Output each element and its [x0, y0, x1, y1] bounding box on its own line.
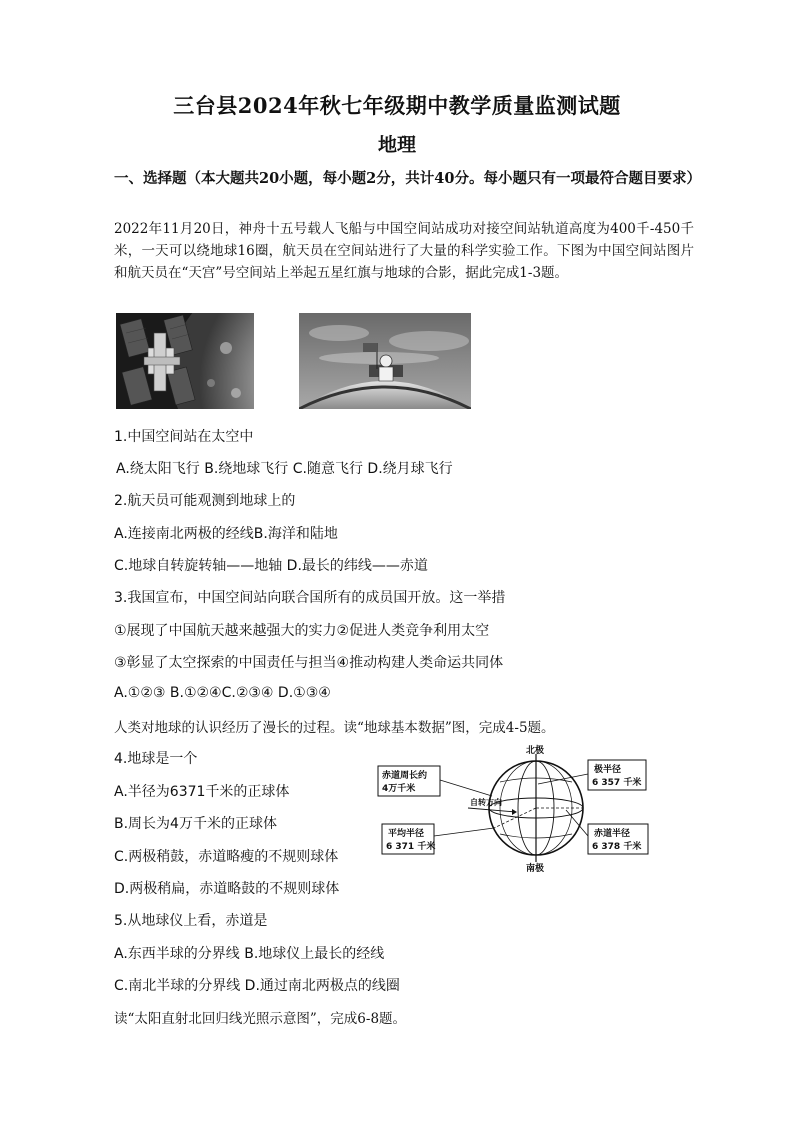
- question-3-statements-line1: ①展现了中国航天越来越强大的实力②促进人类竞争利用太空: [114, 623, 490, 639]
- intro-paragraph: 2022年11月20日，神舟十五号载人飞船与中国空间站成功对接空间站轨道高度为400千-450千米，一天可以绕地球16圈，航天员在空间站进行了大量的科学实验工作。下图为中国空间站图片和航天员在“天宫”号空间站上举起五星红旗与地球的合影，据此完成1-3题。: [114, 221, 694, 281]
- question-5-stem: 5.从地球仪上看，赤道是: [114, 913, 268, 929]
- page-title: 三台县2024年秋七年级期中教学质量监测试题: [173, 93, 621, 118]
- north-pole-label: 北极: [526, 746, 545, 756]
- polar-radius-value: 6 357 千米: [592, 778, 642, 788]
- question-4-option-d: D.两极稍扁，赤道略鼓的不规则球体: [114, 881, 340, 897]
- rotation-direction-label: 自转方向: [470, 798, 502, 807]
- question-2-options-line2: C.地球自转旋转轴——地轴 D.最长的纬线——赤道: [114, 558, 428, 574]
- earth-data-diagram: [376, 744, 652, 872]
- globe: [489, 754, 583, 862]
- question-5-options-line1: A.东西半球的分界线 B.地球仪上最长的经线: [114, 946, 385, 962]
- equator-length-value: 4万千米: [382, 784, 416, 794]
- question-4-option-c: C.两极稍鼓，赤道略瘦的不规则球体: [114, 849, 339, 865]
- polar-radius-label: 极半径: [594, 765, 622, 775]
- question-4-option-b: B.周长为4万千米的正球体: [114, 816, 277, 832]
- question-2-stem: 2.航天员可能观测到地球上的: [114, 493, 296, 509]
- question-1-options: A.绕太阳飞行 B.绕地球飞行 C.随意飞行 D.绕月球飞行: [116, 461, 453, 477]
- question-2-options-line1: A.连接南北两极的经线B.海洋和陆地: [114, 526, 338, 542]
- question-1-stem: 1.中国空间站在太空中: [114, 429, 254, 445]
- question-4-option-a: A.半径为6371千米的正球体: [114, 784, 290, 800]
- mean-radius-value: 6 371 千米: [386, 842, 436, 852]
- astronaut-flag-photo: [299, 313, 471, 409]
- equatorial-radius-label: 赤道半径: [594, 829, 631, 839]
- question-3-statements-line2: ③彰显了太空探索的中国责任与担当④推动构建人类命运共同体: [114, 655, 504, 671]
- intro-paragraph-3: 读“太阳直射北回归线光照示意图”，完成6-8题。: [114, 1011, 407, 1027]
- mean-radius-label: 平均半径: [388, 829, 425, 839]
- question-5-options-line2: C.南北半球的分界线 D.通过南北两极点的线圈: [114, 978, 400, 994]
- south-pole-label: 南极: [526, 864, 545, 872]
- equatorial-radius-value: 6 378 千米: [592, 842, 642, 852]
- space-station-photo: [116, 313, 254, 409]
- question-3-options: A.①②③ B.①②④C.②③④ D.①③④: [114, 685, 331, 701]
- intro-paragraph-2: 人类对地球的认识经历了漫长的过程。读“地球基本数据”图，完成4-5题。: [114, 720, 555, 736]
- section-heading: 一、选择题（本大题共20小题，每小题2分，共计40分。每小题只有一项最符合题目要求）: [114, 170, 701, 187]
- equator-length-label: 赤道周长约: [382, 771, 428, 781]
- question-4-stem: 4.地球是一个: [114, 751, 198, 767]
- question-3-stem: 3.我国宣布，中国空间站向联合国所有的成员国开放。这一举措: [114, 590, 506, 606]
- subject-title: 地理: [377, 134, 416, 156]
